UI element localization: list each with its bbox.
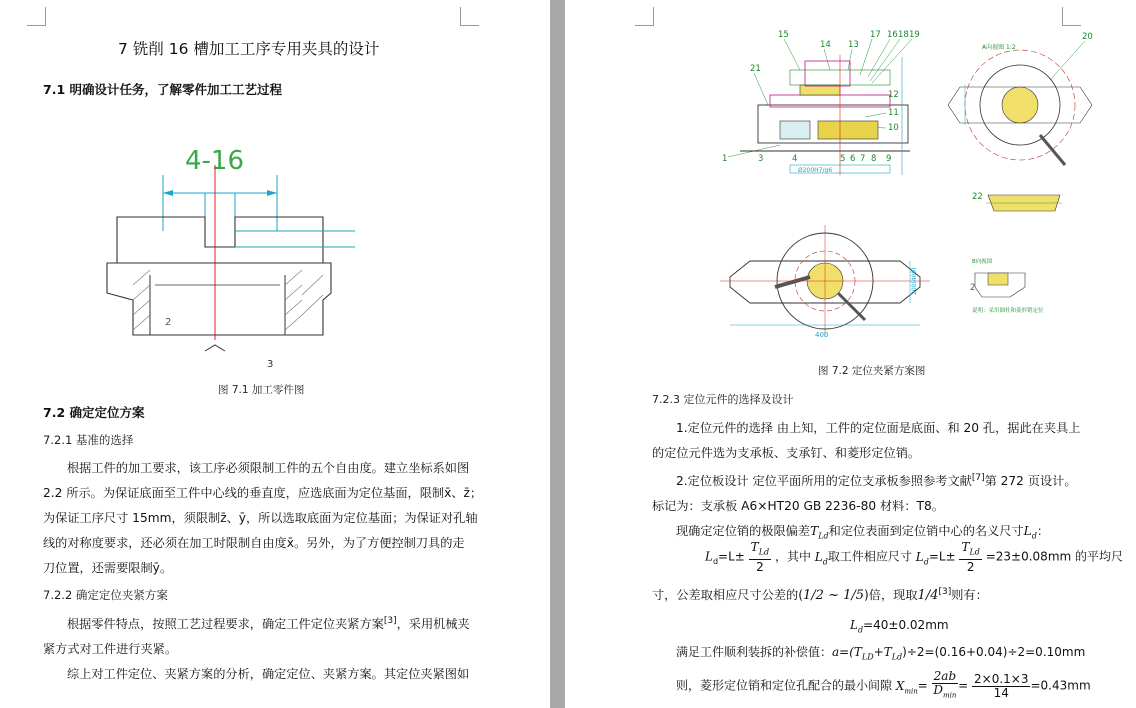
math-text: =40±0.02mm [863, 618, 949, 632]
document-page-right [565, 0, 1136, 708]
text-span: 2.定位板设计 定位平面所用的定位支承板参照参考文献 [676, 474, 972, 489]
math-text: =23±0.08mm 的平均尺 [985, 549, 1124, 564]
part-number: 19 [909, 30, 920, 40]
part-number: 16 [887, 30, 898, 40]
text-span: 则有： [951, 588, 988, 602]
text-line: 根据工件的加工要求，该工序必须限制工件的五个自由度。建立坐标系如图 [67, 461, 470, 475]
equation-ld: $L_d=L\pm$ $T_{Ld}$ 2 ，其中 $L_d$取工件相应尺寸 $L_d=L\pm$ $T_{Ld}$ 2 =23±0.08mm 的平均尺 [705, 540, 1124, 575]
paragraph-datum-selection [43, 456, 483, 581]
part-number: 11 [888, 108, 899, 118]
part-number: 21 [750, 64, 761, 74]
part-number: 5 [840, 154, 846, 164]
equation-compensation: 满足工件顺利装拆的补偿值：$a=(T_{LD}+T_{Ld})\div 2=(0.16+0.04)\div 2=0.10mm$ [676, 645, 1086, 662]
subsection-heading-7-2-2: 7.2.2 确定定位夹紧方案 [43, 588, 168, 602]
part-number: 18 [898, 30, 909, 40]
text-line: 1.定位元件的选择 由上知，工件的定位面是底面、和 20 孔，据此在夹具上 [676, 421, 1081, 435]
math-text: )÷2=(0.16+0.04)÷2=0.10mm [902, 645, 1086, 659]
chapter-title: 7 铣削 16 槽加工工序专用夹具的设计 [118, 40, 380, 58]
dimension-width: 400 [815, 331, 829, 339]
part-number: 22 [972, 192, 983, 202]
part-number: 2 [970, 283, 976, 293]
text-line: 线的对称度要求，还必须在加工时限制自由度x̄。另外，为了方便控制刀具的走 [43, 536, 465, 550]
svg-text:A向视图 1:2: A向视图 1:2 [982, 44, 1016, 51]
text-line: 2.2 所示。为保证底面至工件中心线的垂直度，应选底面为定位基面，限制x̄、z̄； [43, 486, 483, 500]
page-corner-mark [27, 7, 46, 26]
svg-text:B向视图: B向视图 [972, 259, 993, 265]
math-text: ，其中 [774, 549, 811, 564]
text-span: 根据零件特点，按照工艺过程要求，确定工件定位夹紧方案 [67, 617, 384, 632]
part-number: 13 [848, 40, 859, 50]
part-number: 20 [1082, 32, 1093, 42]
reference-marker: [3] [383, 616, 397, 626]
text-span: 第 272 页设计。 [984, 474, 1077, 489]
figure-caption-7-1: 图 7.1 加工零件图 [218, 384, 305, 396]
equation-min-clearance: 则，菱形定位销和定位孔配合的最小间隙 $X_{min}=$ 2ab $D_{min}$ = $\frac{2\times 0.1\times 3}{14}$ =0.43mm [676, 669, 1091, 700]
part-number: 4 [792, 154, 798, 164]
text-line: 刀位置，还需要限制ȳ。 [43, 561, 173, 575]
dimension-text: 4-16 [185, 146, 245, 176]
math-fraction: 1/2 ~ 1/5 [803, 588, 865, 603]
part-number: 7 [860, 154, 866, 164]
text-span: 寸，公差取相应尺寸公差的( [652, 588, 804, 602]
math-symbol: T [750, 540, 759, 554]
text-line: 为保证工序尺寸 15mm，须限制z̄、ȳ，所以选取底面为定位基面；为保证对孔轴 [43, 511, 478, 525]
part-drawing-figure [95, 135, 355, 375]
math-symbol: D [933, 683, 944, 697]
part-number: 14 [820, 40, 831, 50]
text-line: 标记为：支承板 A6×HT20 GB 2236-80 材料：T8。 [652, 499, 944, 514]
text-line: 综上对工件定位、夹紧方案的分析，确定定位、夹紧方案。其定位夹紧图如 [67, 667, 470, 682]
text-span: ，采用机械夹 [396, 617, 470, 632]
surface-label-2: 2 [165, 317, 172, 328]
math-symbol: 2ab [933, 669, 957, 683]
math-symbol: L [705, 549, 713, 564]
text-span: 现确定定位销的极限偏差 [676, 524, 811, 539]
text-tolerance-ratio [652, 586, 988, 603]
part-number: 6 [850, 154, 856, 164]
text-span: 则，菱形定位销和定位孔配合的最小间隙 [676, 678, 893, 693]
math-text: 2 [756, 560, 764, 575]
section-heading-7-2: 7.2 确定定位方案 [43, 405, 145, 420]
part-number: 1 [722, 154, 728, 164]
figure-caption-7-2: 图 7.2 定位夹紧方案图 [818, 365, 926, 377]
text-span: 满足工件顺利装拆的补偿值： [676, 645, 833, 659]
svg-text:Ø200H7/g6: Ø200H7/g6 [798, 167, 833, 174]
math-text: 2×0.1×3 [974, 671, 1029, 686]
equation-ld-result: $L_d=40\pm 0.02mm$ [850, 618, 949, 635]
svg-text:说明：采用圆柱和菱形销定位: 说明：采用圆柱和菱形销定位 [972, 308, 1044, 314]
part-number: 12 [888, 90, 899, 100]
paragraph-locating-elements: 1.定位元件的选择 由上知，工件的定位面是底面、和 20 孔，据此在夹具上 的定位元件选为支承板、支承钉、和菱形定位销。 2.定位板设计 定位平面所用的定位支承板参照参考文献[7]第 272 页设计。 标记为：支承板 A6×HT20 GB 2236-80 材料：T8。 现确定定位销的极限偏差$T_{Ld}$和定位表面到定位销中心的名义尺寸$L_d$： [652, 416, 1092, 549]
page-corner-mark [460, 7, 479, 26]
section-heading-7-1: 7.1 明确设计任务，了解零件加工工艺过程 [43, 82, 282, 97]
math-text: a=(T [832, 645, 862, 659]
reference-marker: [7] [971, 473, 985, 483]
math-text: 取工件相应尺寸 [827, 549, 912, 564]
math-fraction: 1/4 [917, 588, 939, 603]
part-number: 17 [870, 30, 881, 40]
math-text: =0.43mm [1030, 678, 1091, 693]
text-span: 和定位表面到定位销中心的名义尺寸 [828, 524, 1024, 539]
part-number: 8 [871, 154, 877, 164]
math-text: =L± [718, 549, 745, 564]
fixture-assembly-drawing [720, 25, 1120, 355]
page-corner-mark [635, 7, 654, 26]
reference-marker: [3] [938, 586, 952, 597]
text-line: 的定位元件选为支承板、支承钉、和菱形定位销。 [652, 446, 921, 460]
text-line: 紧方式对工件进行夹紧。 [43, 642, 178, 657]
part-number: 10 [888, 123, 899, 133]
surface-label-3: 3 [267, 359, 274, 370]
subsection-heading-7-2-1: 7.2.1 基准的选择 [43, 433, 134, 447]
part-number: 9 [886, 154, 892, 164]
part-number: 3 [758, 154, 764, 164]
dimension-height: 200(400) [911, 267, 918, 295]
part-number: 15 [778, 30, 789, 40]
subsection-heading-7-2-3: 7.2.3 定位元件的选择及设计 [652, 393, 794, 406]
paragraph-clamping-scheme [43, 609, 483, 687]
text-span: )倍，现取 [864, 588, 918, 602]
page-corner-mark [1062, 7, 1081, 26]
document-page-left [0, 0, 550, 708]
math-text: +T [873, 645, 892, 659]
math-text: 14 [993, 685, 1009, 700]
